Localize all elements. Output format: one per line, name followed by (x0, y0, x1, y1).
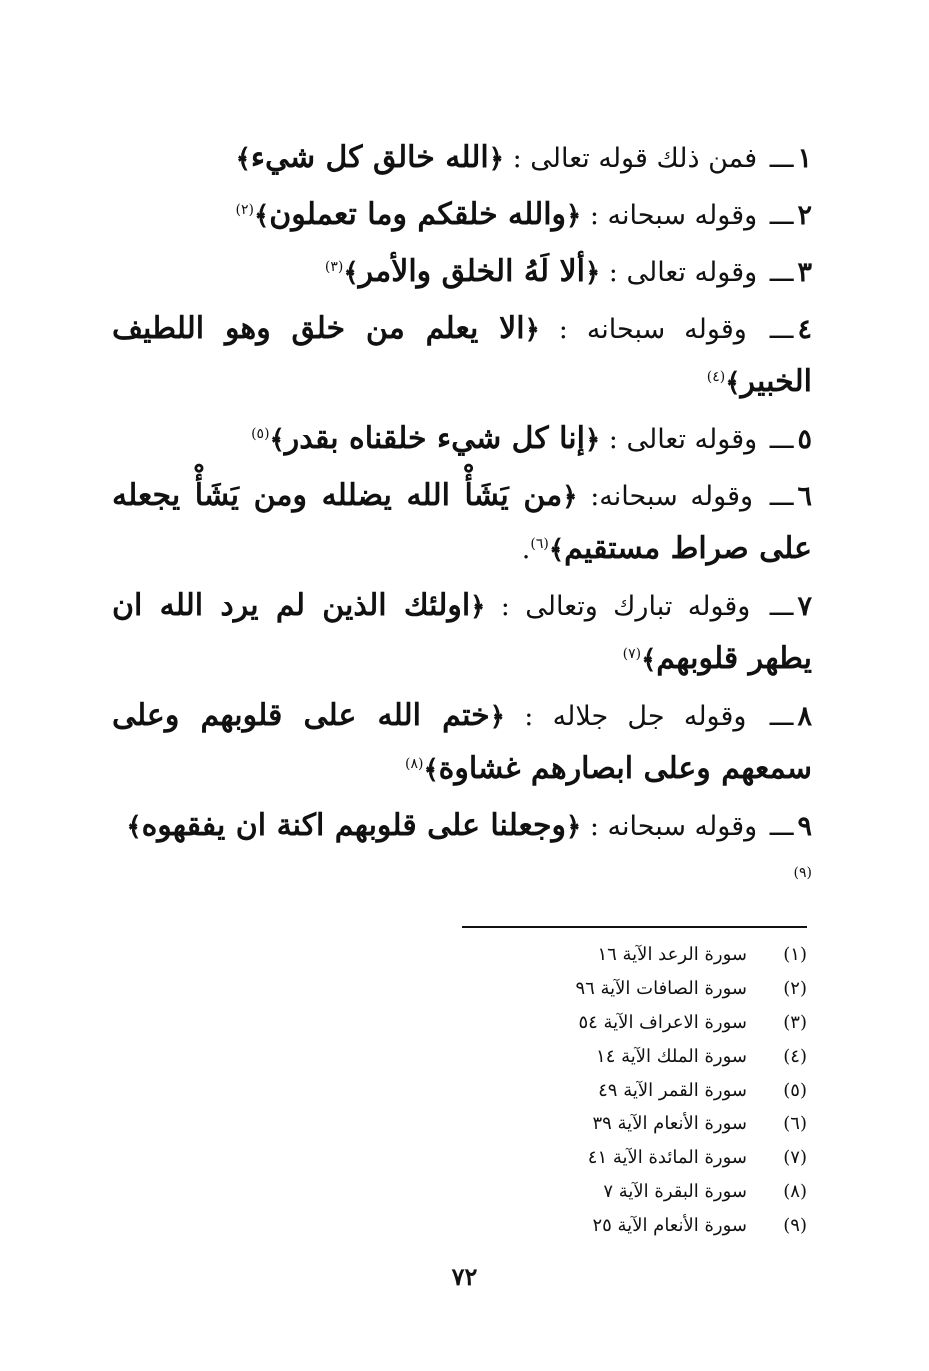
verse-text: ألا لَهُ الخلق والأمر (358, 254, 585, 289)
verse-open-bracket: ﴿ (470, 592, 486, 622)
page-number: ٧٢ (451, 1262, 478, 1291)
verse-close-bracket: ﴾ (423, 755, 439, 785)
item-number: ٥ (797, 424, 812, 455)
footnote-number: (٥) (783, 1079, 807, 1101)
footnote-divider (462, 926, 807, 928)
verse-text: والله خلقكم وما تعملون (269, 197, 567, 232)
item-intro: وقوله سبحانه : (589, 200, 758, 231)
item-intro: وقوله سبحانه: (590, 481, 754, 512)
footnote-text: سورة الملك الآية ١٤ (596, 1045, 747, 1067)
verse-text: وجعلنا على قلوبهم اكنة ان يفقهوه (141, 808, 567, 843)
item-intro: وقوله سبحانه : (558, 314, 747, 345)
footnote-number: (٩) (783, 1214, 807, 1236)
item-number: ١ (797, 143, 812, 174)
verse-close-bracket: ﴾ (641, 645, 657, 675)
verse-open-bracket: ﴿ (566, 812, 582, 842)
footnote-number: (٨) (783, 1180, 807, 1202)
footnote-text: سورة الأنعام الآية ٢٥ (592, 1214, 747, 1236)
verse-item-6: ٦ـــ وقوله سبحانه: ﴿من يَشَأْ الله يضلله ومن يَشَأْ يجعله على صراط مستقيم﴾$^{(٦)}$. (112, 478, 812, 566)
verse-open-bracket: ﴿ (524, 315, 540, 345)
footnote-2 (462, 972, 807, 1006)
verse-item-9: ٩ـــ وقوله سبحانه : ﴿وجعلنا على قلوبهم اكنة ان يفقهوه﴾$^{(٩)}$ (126, 808, 812, 881)
footnote-number: (١) (783, 944, 807, 966)
verse-close-bracket: ﴾ (548, 535, 565, 565)
footnote-number: (٦) (783, 1113, 807, 1135)
item-number: ٢ (797, 200, 812, 231)
verse-close-bracket: ﴾ (253, 201, 270, 231)
footnote-ref: (٢) (235, 202, 254, 218)
item-number: ٣ (797, 257, 812, 288)
footnote-1 (462, 938, 807, 972)
verse-open-bracket: ﴿ (566, 201, 582, 231)
item-intro: وقوله تبارك وتعالى : (500, 591, 751, 622)
verse-item-4: ٤ـــ وقوله سبحانه : ﴿الا يعلم من خلق وهو اللطيف الخبير﴾$^{(٤)}$ (112, 311, 812, 399)
trailing-period: . (521, 534, 531, 565)
footnote-ref: (٨) (404, 756, 424, 772)
verse-close-bracket: ﴾ (343, 258, 359, 288)
verse-open-bracket: ﴿ (488, 144, 504, 174)
verse-item-7: ٧ـــ وقوله تبارك وتعالى : ﴿اولئك الذين لم يرد الله ان يطهر قلوبهم﴾$^{(٧)}$ (112, 588, 812, 676)
verse-close-bracket: ﴾ (126, 812, 142, 842)
footnote-ref: (٩) (793, 865, 812, 881)
footnote-number: (٧) (783, 1147, 807, 1169)
verse-item-1: ١ـــ فمن ذلك قوله تعالى : ﴿الله خالق كل شيء﴾ (235, 140, 812, 175)
footnote-number: (٢) (783, 978, 807, 1000)
item-intro: وقوله سبحانه : (589, 811, 758, 842)
verse-open-bracket: ﴿ (562, 482, 578, 512)
verse-open-bracket: ﴿ (584, 258, 601, 288)
quoted-verses-list (112, 132, 812, 909)
item-intro: وقوله جل جلاله : (524, 701, 747, 732)
footnote-7 (462, 1141, 807, 1175)
item-intro: وقوله تعالى : (608, 257, 758, 288)
footnote-6 (462, 1107, 807, 1141)
verse-item-2: ٢ـــ وقوله سبحانه : ﴿والله خلقكم وما تعملون﴾$^{(٢)}$ (235, 197, 812, 232)
item-number: ٩ (797, 811, 812, 842)
verse-item-8: ٨ـــ وقوله جل جلاله : ﴿ختم الله على قلوبهم وعلى سمعهم وعلى ابصارهم غشاوة﴾$^{(٨)}$ (112, 698, 812, 786)
footnote-ref: (٤) (706, 369, 726, 385)
footnote-text: سورة الأنعام الآية ٣٩ (592, 1113, 747, 1135)
footnote-4 (462, 1039, 807, 1073)
footnote-ref: (٣) (324, 259, 344, 275)
verse-item-5: ٥ـــ وقوله تعالى : ﴿إنا كل شيء خلقناه بقدر﴾$^{(٥)}$ (251, 421, 812, 456)
footnote-ref: (٦) (530, 536, 549, 552)
footnote-text: سورة الاعراف الآية ٥٤ (578, 1011, 747, 1033)
footnote-text: سورة الصافات الآية ٩٦ (575, 978, 747, 1000)
item-number: ٦ (797, 481, 812, 512)
footnote-ref: (٧) (622, 646, 642, 662)
footnote-text: سورة المائدة الآية ٤١ (587, 1147, 747, 1169)
verse-text: ختم الله على قلوبهم وعلى سمعهم وعلى ابصارهم غشاوة (112, 698, 812, 786)
verse-text: إنا كل شيء خلقناه بقدر (284, 421, 585, 456)
verse-close-bracket: ﴾ (235, 144, 251, 174)
item-number: ٤ (797, 314, 812, 345)
item-number: ٧ (797, 591, 812, 622)
footnote-number: (٤) (783, 1045, 807, 1067)
footnote-text: سورة الرعد الآية ١٦ (597, 944, 747, 966)
footnote-number: (٣) (783, 1011, 807, 1033)
verse-open-bracket: ﴿ (584, 425, 601, 455)
verse-item-3: ٣ـــ وقوله تعالى : ﴿ألا لَهُ الخلق والأمر﴾$^{(٣)}$ (324, 254, 812, 289)
footnote-9 (462, 1208, 807, 1242)
footnote-ref: (٥) (251, 426, 270, 442)
verse-text: اولئك الذين لم يرد الله ان يطهر قلوبهم (112, 588, 812, 676)
verse-text: من يَشَأْ الله يضلله ومن يَشَأْ يجعله على صراط مستقيم (112, 478, 812, 566)
item-number: ٨ (797, 701, 812, 732)
verse-text: الا يعلم من خلق وهو اللطيف الخبير (112, 311, 812, 399)
item-intro: وقوله تعالى : (608, 424, 758, 455)
footnote-8 (462, 1175, 807, 1209)
item-intro: فمن ذلك قوله تعالى : (512, 143, 758, 174)
verse-close-bracket: ﴾ (269, 425, 285, 455)
verse-text: الله خالق كل شيء (250, 140, 489, 175)
footnote-text: سورة البقرة الآية ٧ (603, 1180, 747, 1202)
footnote-3 (462, 1006, 807, 1040)
footnote-5 (462, 1073, 807, 1107)
footnotes (462, 938, 807, 1242)
verse-close-bracket: ﴾ (725, 368, 741, 398)
footnote-text: سورة القمر الآية ٤٩ (598, 1079, 747, 1101)
verse-open-bracket: ﴿ (489, 702, 505, 732)
